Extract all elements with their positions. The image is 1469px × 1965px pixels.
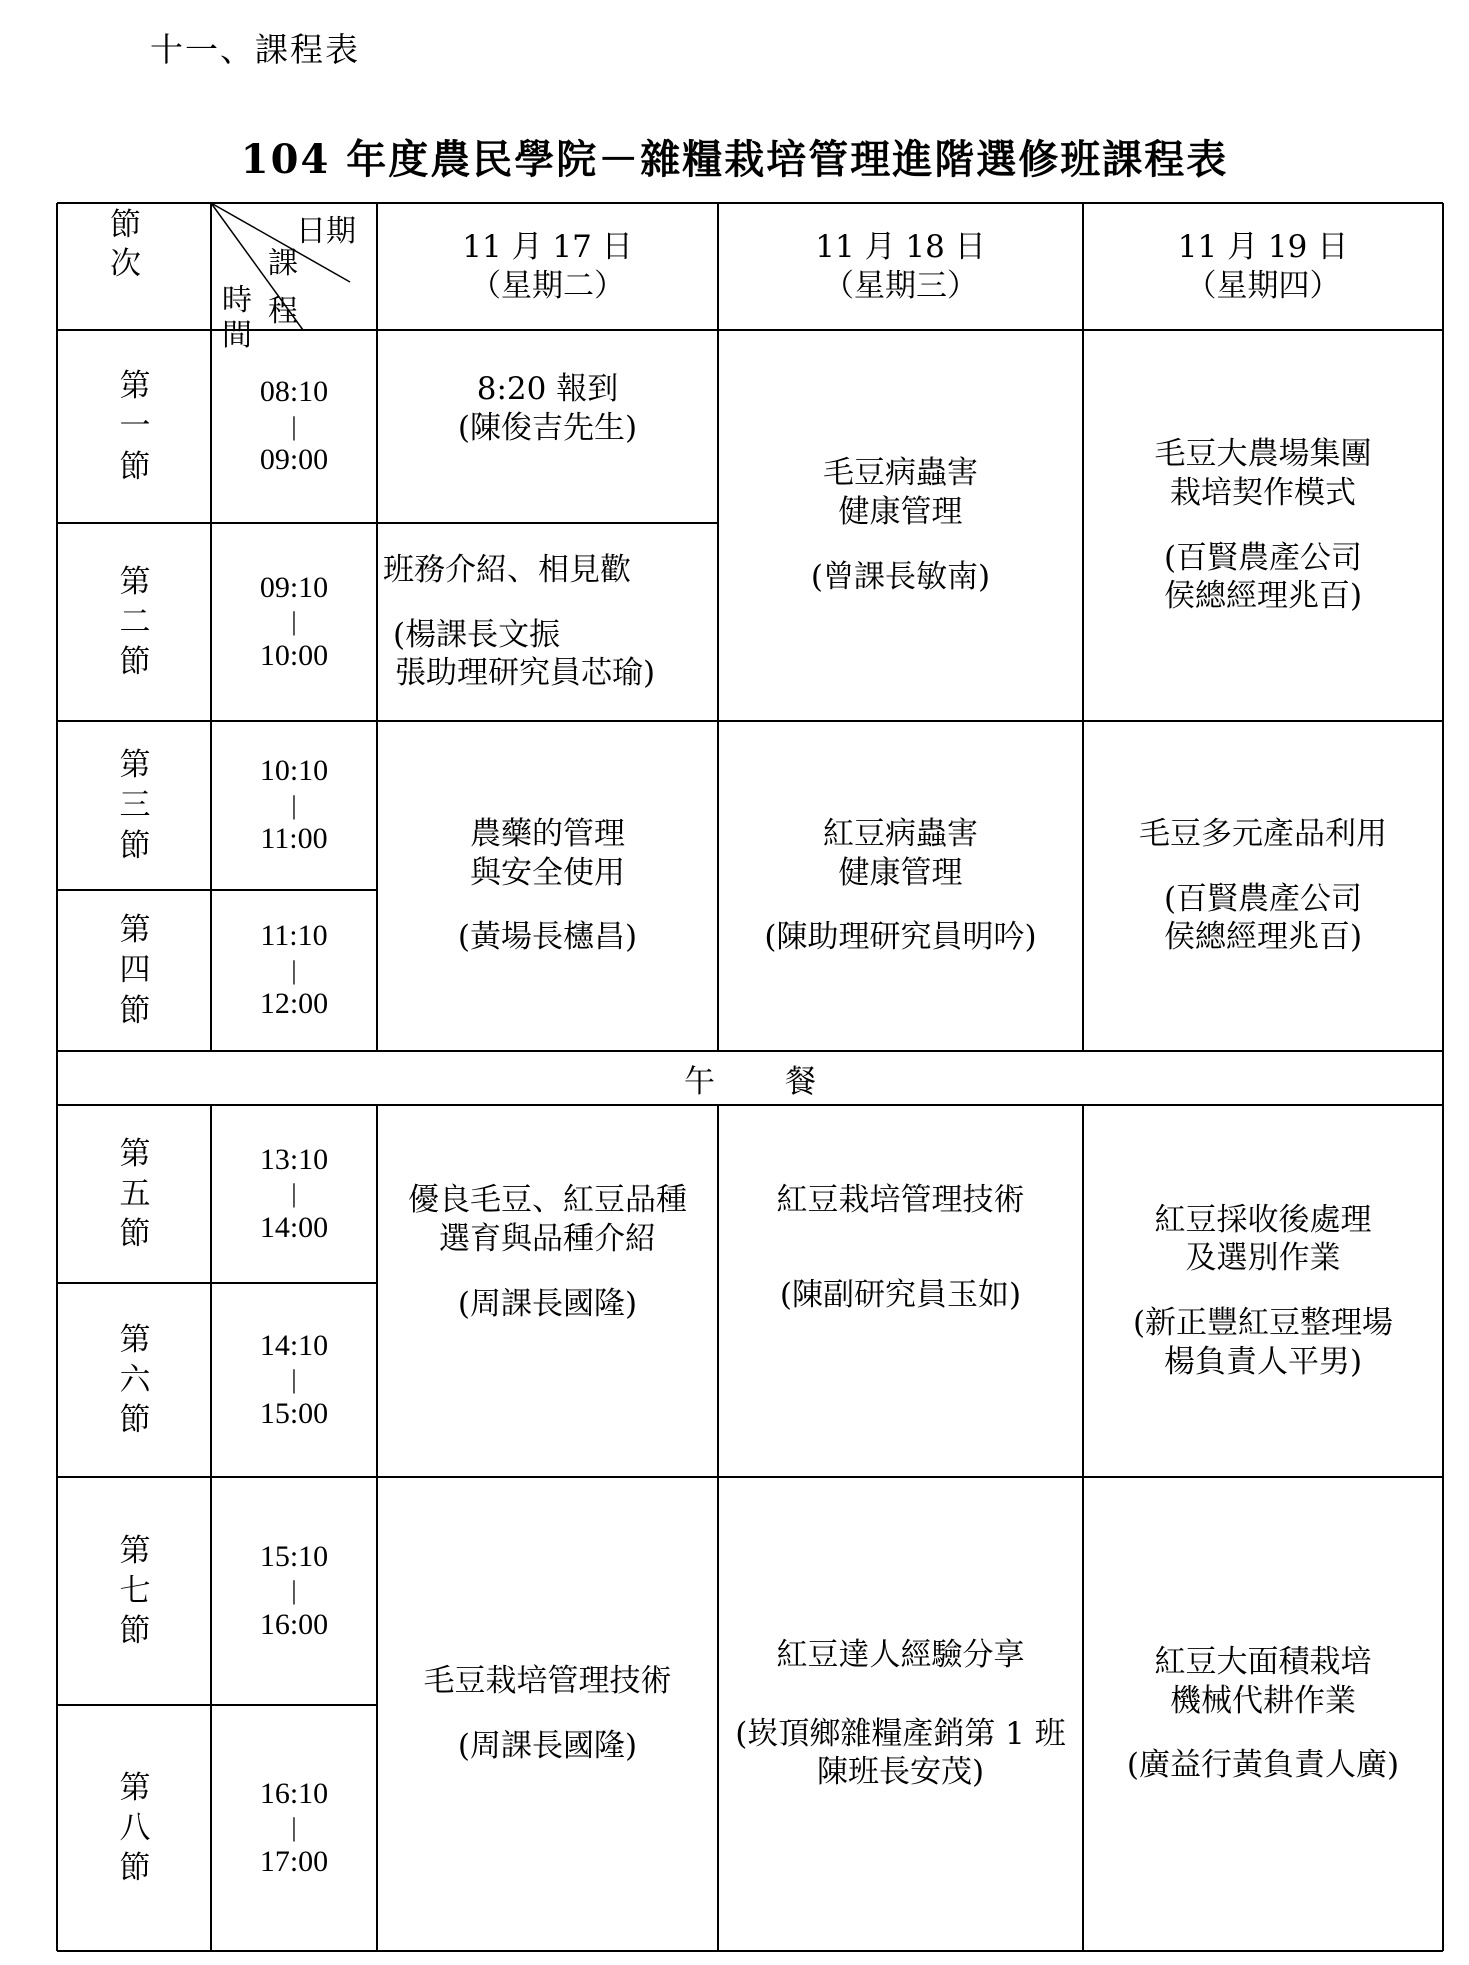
session-title: 紅豆大面積栽培 [1154, 1643, 1372, 1680]
session-speaker: (陳助理研究員明吟) [764, 919, 1037, 956]
day-weekday: （星期四） [1185, 267, 1341, 304]
period-label-1: 第一節 [119, 368, 151, 485]
session-cell [718, 1477, 1083, 1951]
session-speaker: 楊負責人平男) [1163, 1343, 1363, 1380]
period-label-3: 第三節 [119, 747, 151, 864]
session-title: 及選別作業 [1185, 1240, 1341, 1277]
period-label-4: 第四節 [119, 912, 151, 1029]
session-title: 8:20 報到 [476, 371, 619, 407]
period-time-6: 14:10 | 15:00 [259, 1328, 329, 1430]
session-speaker: 陳班長安茂) [816, 1754, 985, 1791]
period-label-2: 第二節 [119, 563, 151, 681]
corner-period-label: 節次 [110, 207, 141, 282]
session-title: 班務介紹、相見歡 [383, 551, 631, 588]
section-heading: 十一、課程表 [150, 30, 360, 69]
lunch-row: 午 餐 [684, 1063, 816, 1100]
period-time-8: 16:10 | 17:00 [259, 1776, 329, 1878]
period-label-6: 第六節 [119, 1321, 151, 1439]
session-speaker: (百賢農產公司 [1163, 539, 1363, 576]
document-title: 104 年度農民學院－雜糧栽培管理進階選修班課程表 [240, 136, 1229, 183]
corner-date-label: 日期 [296, 214, 356, 249]
period-time-2: 09:10 | 10:00 [259, 570, 329, 672]
session-cell [718, 330, 1083, 721]
session-speaker: (廣益行黃負責人廣) [1126, 1747, 1400, 1784]
session-title: 栽培契作模式 [1170, 474, 1356, 511]
session-speaker: 侯總經理兆百) [1163, 578, 1363, 615]
period-time-5: 13:10 | 14:00 [259, 1142, 329, 1244]
session-title: 健康管理 [838, 494, 963, 531]
session-speaker: (周課長國隆) [457, 1285, 638, 1322]
session-title: 機械代耕作業 [1170, 1682, 1356, 1719]
day-weekday: （星期二） [470, 267, 625, 304]
session-speaker: (崁頂鄉雜糧產銷第 1 班 [735, 1715, 1066, 1752]
session-cell [1083, 330, 1443, 721]
session-title: 毛豆病蟲害 [823, 455, 978, 492]
session-speaker: 張助理研究員芯瑜) [395, 655, 656, 692]
session-cell [718, 1105, 1083, 1477]
session-speaker: (百賢農產公司 [1163, 880, 1363, 917]
session-speaker: 侯總經理兆百) [1163, 919, 1363, 956]
session-title: 紅豆採收後處理 [1154, 1201, 1372, 1238]
day-header-3 [1083, 203, 1443, 330]
session-cell [1083, 1477, 1443, 1951]
day-date: 11 月 18 日 [815, 228, 986, 265]
session-cell [377, 721, 718, 1051]
session-speaker: (陳副研究員玉如) [779, 1276, 1022, 1313]
session-cell [1083, 721, 1443, 1051]
corner-course-text: 課程 [268, 246, 298, 329]
session-cell [377, 523, 718, 721]
session-speaker: (新正豐紅豆整理場 [1132, 1305, 1394, 1341]
session-title: 紅豆達人經驗分享 [776, 1636, 1025, 1673]
session-cell [377, 1105, 718, 1477]
session-title: 選育與品種介紹 [439, 1220, 656, 1257]
session-title: 毛豆栽培管理技術 [423, 1663, 672, 1700]
session-title: 優良毛豆、紅豆品種 [408, 1182, 687, 1218]
day-header-2 [718, 203, 1083, 330]
session-title: 健康管理 [838, 854, 963, 891]
period-time-1: 08:10 | 09:00 [259, 375, 329, 477]
session-title: 紅豆病蟲害 [823, 815, 978, 852]
session-speaker: (周課長國隆) [457, 1728, 638, 1764]
period-label-7: 第七節 [119, 1532, 151, 1650]
session-cell [718, 721, 1083, 1051]
session-cell [377, 370, 718, 480]
day-date: 11 月 17 日 [462, 228, 633, 265]
day-date: 11 月 19 日 [1177, 228, 1349, 265]
corner-time-label: 時間 [222, 283, 252, 353]
session-title: 毛豆大農場集團 [1154, 436, 1372, 472]
session-speaker: (黃場長櫶昌) [457, 919, 638, 956]
period-label-5: 第五節 [119, 1135, 151, 1253]
session-cell [377, 1477, 718, 1951]
session-speaker: (楊課長文振 [393, 616, 561, 653]
session-cell [1083, 1105, 1443, 1477]
session-title: 毛豆多元產品利用 [1139, 815, 1387, 852]
day-header-1 [377, 203, 718, 330]
session-title: 紅豆栽培管理技術 [776, 1182, 1025, 1218]
session-speaker: (曾課長敏南) [810, 558, 991, 595]
day-weekday: （星期三） [823, 267, 978, 304]
period-label-8: 第八節 [119, 1769, 151, 1887]
period-time-7: 15:10 | 16:00 [259, 1539, 329, 1641]
session-speaker: (陳俊吉先生) [457, 409, 638, 446]
period-time-4: 11:10 | 12:00 [259, 919, 329, 1021]
period-time-3: 10:10 | 11:00 [259, 754, 329, 856]
session-title: 與安全使用 [470, 854, 625, 891]
session-title: 農藥的管理 [470, 815, 625, 852]
